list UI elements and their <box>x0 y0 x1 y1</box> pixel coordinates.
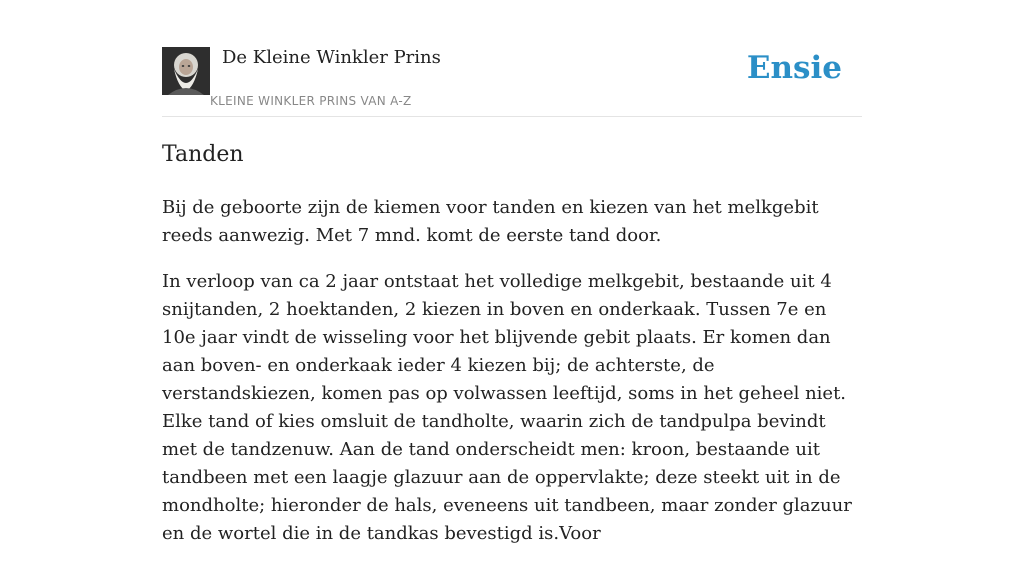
portrait-image <box>162 47 210 95</box>
author-avatar[interactable] <box>162 47 210 95</box>
source-title-link[interactable]: De Kleine Winkler Prins <box>222 47 441 68</box>
article-paragraph: In verloop van ca 2 jaar ontstaat het volledige melkgebit, bestaande uit 4 snijtanden, 2 hoektanden, 2 kiezen in boven en onderkaak. Tussen 7e en 10e jaar vindt de wisseling voor het blijvende gebit plaats. Er komen dan aan boven- en onderkaak ieder 4 kiezen bij; de achterste, de verstandskiezen, komen pas op volwassen leeftijd, soms in het geheel niet. Elke tand of kies omsluit de tandholte, waarin zich de tandpulpa bevindt met de tandzenuw. Aan de tand onderscheidt men: kroon, bestaande uit tandbeen met een laagje glazuur aan de oppervlakte; deze steekt uit in de mondholte; hieronder de hals, eveneens uit tandbeen, maar zonder glazuur en de wortel die in de tandkas bevestigd is.Voor <box>162 271 852 544</box>
source-subtitle: KLEINE WINKLER PRINS VAN A-Z <box>210 94 412 108</box>
article-body <box>162 140 862 566</box>
brand-logo[interactable]: Ensie <box>746 50 842 86</box>
source-header <box>162 44 862 117</box>
article-paragraph: Bij de geboorte zijn de kiemen voor tanden en kiezen van het melkgebit reeds aanwezig. Met 7 mnd. komt de eerste tand door. <box>162 197 819 246</box>
page-title: Tanden <box>162 142 244 167</box>
